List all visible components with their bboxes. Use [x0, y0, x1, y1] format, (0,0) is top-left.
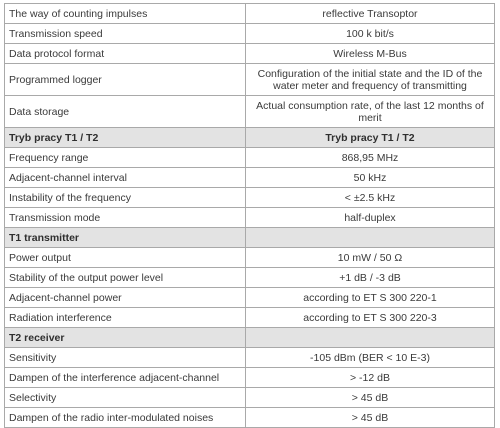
row-label: Frequency range: [5, 148, 246, 168]
row-value: 868,95 MHz: [246, 148, 495, 168]
row-label: Data storage: [5, 96, 246, 128]
row-value: > -12 dB: [246, 368, 495, 388]
section-header-row: [5, 228, 495, 248]
row-value: Actual consumption rate, of the last 12 months of merit: [246, 96, 495, 128]
table-row: [5, 308, 495, 328]
table-row: [5, 148, 495, 168]
row-value: > 45 dB: [246, 388, 495, 408]
section-value: [246, 328, 495, 348]
row-value: half-duplex: [246, 208, 495, 228]
table-row: [5, 188, 495, 208]
table-row: [5, 24, 495, 44]
section-label: T2 receiver: [5, 328, 246, 348]
row-value: according to ET S 300 220-3: [246, 308, 495, 328]
table-row: [5, 248, 495, 268]
table-row: [5, 208, 495, 228]
row-label: Adjacent-channel power: [5, 288, 246, 308]
section-label: Tryb pracy T1 / T2: [5, 128, 246, 148]
table-row: [5, 4, 495, 24]
row-value: reflective Transoptor: [246, 4, 495, 24]
row-value: > 45 dB: [246, 408, 495, 428]
table-row: [5, 368, 495, 388]
table-row: [5, 96, 495, 128]
row-value: -105 dBm (BER < 10 E-3): [246, 348, 495, 368]
row-label: Dampen of the radio inter-modulated noises: [5, 408, 246, 428]
row-value: < ±2.5 kHz: [246, 188, 495, 208]
row-label: Stability of the output power level: [5, 268, 246, 288]
row-label: Data protocol format: [5, 44, 246, 64]
row-value: 10 mW / 50 Ω: [246, 248, 495, 268]
section-label: T1 transmitter: [5, 228, 246, 248]
row-value: 100 k bit/s: [246, 24, 495, 44]
table-row: [5, 44, 495, 64]
table-row: [5, 64, 495, 96]
section-header-row: [5, 328, 495, 348]
section-header-row: [5, 128, 495, 148]
table-row: [5, 168, 495, 188]
row-label: Selectivity: [5, 388, 246, 408]
row-label: Adjacent-channel interval: [5, 168, 246, 188]
table-row: [5, 268, 495, 288]
row-label: Dampen of the interference adjacent-channel: [5, 368, 246, 388]
row-value: Configuration of the initial state and the ID of the water meter and frequency of transmitting: [246, 64, 495, 96]
row-label: Transmission mode: [5, 208, 246, 228]
row-value: +1 dB / -3 dB: [246, 268, 495, 288]
row-label: Radiation interference: [5, 308, 246, 328]
specification-table: [4, 3, 495, 428]
row-value: Wireless M-Bus: [246, 44, 495, 64]
row-value: 50 kHz: [246, 168, 495, 188]
table-row: [5, 408, 495, 428]
section-value: [246, 228, 495, 248]
row-label: Power output: [5, 248, 246, 268]
row-label: Sensitivity: [5, 348, 246, 368]
section-value: Tryb pracy T1 / T2: [246, 128, 495, 148]
table-row: [5, 288, 495, 308]
row-label: The way of counting impulses: [5, 4, 246, 24]
row-value: according to ET S 300 220-1: [246, 288, 495, 308]
row-label: Programmed logger: [5, 64, 246, 96]
row-label: Transmission speed: [5, 24, 246, 44]
table-row: [5, 348, 495, 368]
row-label: Instability of the frequency: [5, 188, 246, 208]
table-row: [5, 388, 495, 408]
